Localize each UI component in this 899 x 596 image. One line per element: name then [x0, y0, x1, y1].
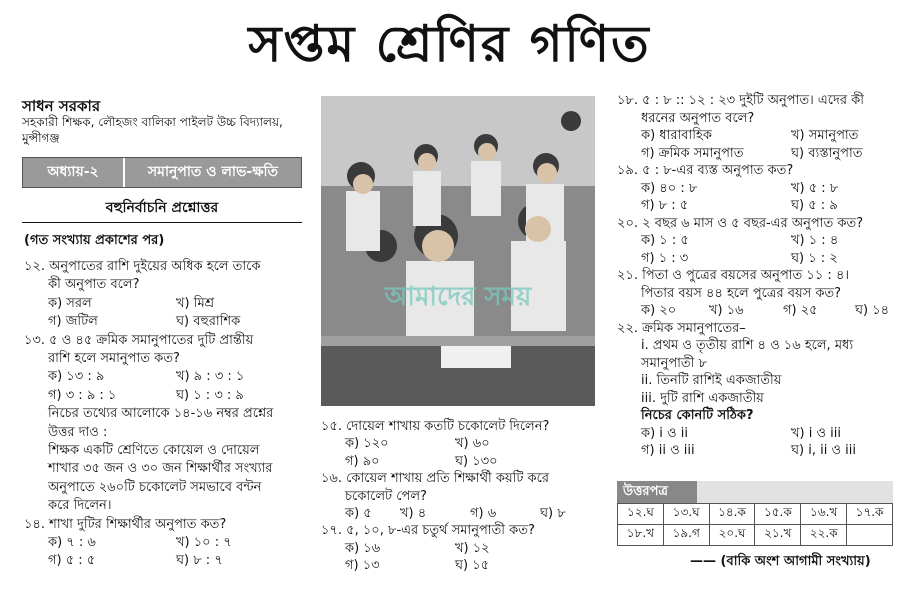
question-line: অনুপাতে ২৬০টি চকোলেট সমভাবে বন্টন	[48, 479, 262, 495]
option: খ) i ও iii	[791, 425, 842, 441]
answer-cell: ২১.খ	[755, 525, 801, 546]
question-line: করে দিলেন।	[48, 498, 112, 514]
option: ক) ধারাবাহিক	[641, 128, 712, 143]
option: ঘ) ব্যস্তানুপাত	[791, 145, 863, 161]
question-line: ১৬. কোয়েল শাখায় প্রতি শিক্ষার্থী কয়টি করে	[321, 471, 550, 487]
option: ঘ) ১ : ২	[791, 250, 838, 266]
option: ঘ) i, ii ও iii	[791, 443, 857, 458]
answer-cell: ১৭.ক	[847, 504, 893, 525]
option: ক) ২০	[641, 303, 677, 318]
answer-cell: ২০.ঘ	[709, 525, 755, 546]
option: গ) ক্রমিক সমানুপাত	[641, 145, 744, 161]
option: গ) ২৫	[783, 303, 818, 318]
option: গ) ৮ : ৫	[641, 198, 689, 213]
chapter-title: সমানুপাত ও লাভ-ক্ষতি	[147, 164, 279, 180]
option: খ) ১ : ৪	[791, 233, 839, 248]
question-line: ১৪. শাখা দুটির শিক্ষার্থীর অনুপাত কত?	[24, 516, 227, 532]
option: ঘ) ৫ : ৯	[791, 198, 838, 213]
option: ক) ৭ : ৬	[48, 535, 96, 550]
question-line: ১২. অনুপাতের রাশি দুইয়ের অধিক হলে তাকে	[24, 259, 261, 274]
option: খ) সমানুপাত	[791, 128, 859, 143]
question-line: শিক্ষক একটি শ্রেণিতে কোয়েল ও দোয়েল	[48, 443, 260, 458]
question-line: ii. তিনটি রাশিই একজাতীয়	[641, 373, 782, 388]
option: ক) সরল	[48, 295, 92, 311]
option: খ) ১২	[455, 540, 490, 556]
mcq-heading: বহুনির্বাচনি প্রশ্নোত্তর	[105, 200, 219, 216]
question-line: ১৮. ৫ : ৮ :: ১২ : ২৩ দুইটি অনুপাত। এদের কী	[617, 93, 864, 108]
option: ঘ) ১৩০	[455, 453, 498, 469]
question-line: সমানুপাতী ৮	[641, 355, 707, 371]
question-line: শাখার ৩৫ জন ও ৩০ জন শিক্ষার্থীর সংখ্যার	[48, 461, 273, 477]
answers-title-bar	[697, 481, 893, 503]
question-line: i. প্রথম ও তৃতীয় রাশি ৪ ও ১৬ হলে, মধ্য	[641, 338, 854, 353]
option: খ) ৪	[400, 506, 427, 521]
option: ঘ) ৮	[540, 506, 566, 521]
author-description: সহকারী শিক্ষক, লৌহজং বালিকা পাইলট উচ্চ বিদ্যালয়, মুন্সীগঞ্জ	[22, 115, 283, 145]
option: ঘ) ৮ : ৭	[176, 553, 223, 569]
option: খ) ৫ : ৮	[791, 180, 839, 196]
answer-cell: ১২.ঘ	[618, 504, 664, 525]
option: ঘ) বহুরাশিক	[176, 314, 241, 330]
question-line: ২০. ২ বছর ৬ মাস ও ৫ বছর-এর অনুপাত কত?	[617, 215, 864, 231]
question-line: ধরনের অনুপাত বলে?	[641, 110, 755, 126]
page-title: সপ্তম শ্রেণির গণিত	[248, 14, 651, 73]
option: ক) ১৩ : ৯	[48, 369, 105, 385]
question-line: রাশি হলে সমানুপাত কত?	[48, 351, 180, 366]
answer-cell: ১৮.খ	[618, 525, 664, 546]
question-line: নিচের তথ্যের আলোকে ১৪-১৬ নম্বর প্রশ্নের	[48, 406, 274, 422]
option: গ) ৯০	[345, 453, 380, 469]
option: ক) ১ : ৫	[641, 233, 689, 248]
option: গ) ৬	[470, 506, 497, 521]
watermark: আমাদের সময়	[384, 282, 532, 312]
answer-cell: ১৬.খ	[801, 504, 847, 525]
option: ক) ১৬	[345, 540, 381, 556]
option: খ) মিশ্র	[176, 295, 215, 311]
classroom-photo	[321, 96, 595, 406]
answer-cell: ১৩.ঘ	[663, 504, 709, 525]
option: ক) i ও ii	[641, 425, 688, 441]
option: খ) ৬০	[455, 436, 490, 452]
question-line: ১৩. ৫ ও ৪৫ ক্রমিক সমানুপাতের দুটি প্রান্তীয়	[24, 332, 254, 348]
question-line: ২১. পিতা ও পুত্রের বয়সের অনুপাত ১১ : ৪।	[617, 268, 850, 283]
question-line: ১৭. ৫, ১০, ৮-এর চতুর্থ সমানুপাতী কত?	[321, 523, 535, 539]
answers-title: উত্তরপত্র	[617, 481, 697, 503]
option: গ) ৫ : ৫	[48, 553, 96, 569]
question-line: ১৯. ৫ : ৮-এর ব্যস্ত অনুপাত কত?	[617, 163, 794, 178]
continued-prev-note: (গত সংখ্যায় প্রকাশের পর)	[24, 233, 165, 248]
continued-next-note: —— (বাকি অংশ আগামী সংখ্যায়)	[690, 554, 871, 569]
answers-row	[618, 504, 893, 525]
option: ক) ১২০	[345, 436, 389, 452]
answer-cell: ১৪.ক	[709, 504, 755, 525]
question-line: iii. দুটি রাশি একজাতীয়	[641, 390, 764, 406]
question-line: ২২. ক্রমিক সমানুপাতের–	[617, 320, 746, 336]
answers-grid	[617, 503, 893, 546]
answer-cell	[847, 525, 893, 546]
question-line: চকোলেট পেল?	[345, 488, 427, 504]
option: খ) ৯ : ৩ : ১	[176, 369, 245, 385]
option: ক) ৪০ : ৮	[641, 180, 698, 196]
option: গ) ১ : ৩	[641, 250, 689, 266]
option: গ) জটিল	[48, 314, 98, 330]
option: গ) ৩ : ৯ : ১	[48, 387, 117, 403]
option: ঘ) ১৪	[855, 303, 890, 318]
option: ঘ) ১৫	[455, 558, 490, 574]
author-name: সাধন সরকার	[22, 97, 101, 115]
option: গ) ii ও iii	[641, 443, 695, 458]
answer-cell: ১৫.ক	[755, 504, 801, 525]
question-line: উত্তর দাও :	[48, 424, 108, 440]
option: খ) ১৬	[709, 303, 744, 318]
question-line: কী অনুপাত বলে?	[48, 277, 140, 293]
answers-row	[618, 525, 893, 546]
answer-cell: ১৯.গ	[663, 525, 709, 546]
option: গ) ১৩	[345, 558, 380, 574]
question-line: নিচের কোনটি সঠিক?	[641, 408, 754, 423]
classroom-photo-drawing	[321, 96, 595, 406]
divider	[22, 222, 302, 223]
question-line: পিতার বয়স ৪৪ হলে পুত্রের বয়স কত?	[641, 285, 842, 301]
answer-cell: ২২.ক	[801, 525, 847, 546]
chapter-label: অধ্যায়-২	[23, 158, 125, 187]
option: খ) ১০ : ৭	[176, 535, 232, 550]
question-line: ১৫. দোয়েল শাখায় কতটি চকোলেট দিলেন?	[321, 419, 550, 434]
chapter-bar	[22, 157, 302, 188]
option: ঘ) ১ : ৩ : ৯	[176, 387, 244, 403]
option: ক) ৫	[345, 506, 372, 521]
